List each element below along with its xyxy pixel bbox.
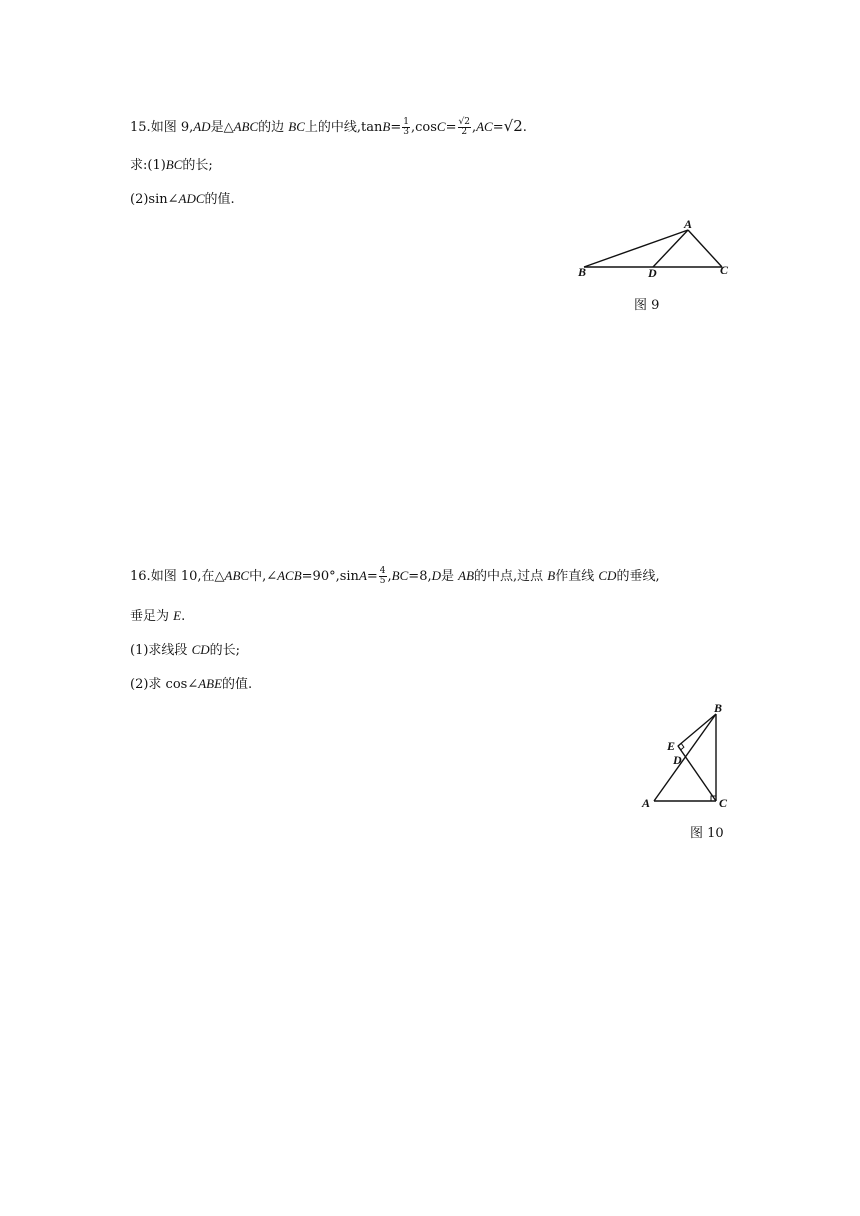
fraction-denominator: 2: [461, 127, 468, 137]
label-b: B: [714, 701, 723, 715]
q15-text: 上的中线,: [304, 120, 362, 135]
fraction-denominator: 3: [403, 127, 409, 137]
q15-var: B: [382, 119, 391, 134]
q16-var: A: [358, 568, 367, 583]
ac-value: √2: [503, 117, 523, 135]
q15-text: 的长;: [182, 158, 213, 173]
q15-text: .: [522, 120, 527, 135]
q16-number: 16.: [130, 569, 151, 584]
q16-text: 的值.: [222, 677, 253, 692]
q16-var: ABE: [198, 676, 223, 691]
fraction-numerator: 1: [403, 117, 409, 127]
q16-text: =8,: [408, 569, 432, 584]
label-a: A: [684, 218, 693, 231]
q15-var: ABC: [233, 119, 259, 134]
segment-ce: [678, 746, 716, 801]
figure-10-caption: 图 10: [690, 826, 724, 841]
label-a: A: [642, 796, 651, 810]
q16-var: CD: [191, 642, 210, 657]
q16-var: CD: [598, 568, 617, 583]
q15-text: 是△: [210, 120, 234, 135]
q16-text: =90°,sin: [301, 569, 359, 584]
q15-part2: [130, 189, 235, 210]
q15-text: =: [445, 120, 457, 135]
q15-text: cos: [415, 120, 437, 135]
q16-text: 中,∠: [249, 569, 278, 584]
q16-var: ACB: [277, 568, 302, 583]
segment-ac: [688, 230, 722, 267]
q15-text: =: [390, 120, 402, 135]
label-b: B: [578, 265, 587, 279]
q16-text: 的中点,过点: [474, 569, 548, 584]
q16-line2: [130, 606, 185, 627]
q15-number: 15.: [130, 120, 151, 135]
q16-var: ABC: [224, 568, 250, 583]
label-c: C: [719, 796, 728, 810]
q16-part2: [130, 674, 252, 695]
q15-var: ADC: [178, 191, 205, 206]
q15-var: C: [436, 119, 446, 134]
segment-ab: [584, 230, 688, 267]
label-e: E: [667, 739, 676, 753]
label-c: C: [720, 263, 729, 277]
cos-c-fraction: [458, 118, 471, 137]
q16-text: 的长;: [209, 643, 241, 658]
q16-text: 的垂线,: [616, 569, 660, 584]
q16-var: AB: [458, 568, 475, 583]
sin-a-fraction: [379, 567, 387, 586]
label-d: D: [648, 266, 657, 280]
q16-var: B: [547, 568, 556, 583]
label-d: D: [673, 753, 682, 767]
q15-text: 求:(1): [130, 158, 166, 173]
q15-part1: [130, 155, 213, 176]
figure-9: [570, 218, 740, 286]
q16-line1: [130, 566, 660, 587]
figure-9-caption: 图 9: [634, 298, 660, 313]
q15-text: 的值.: [204, 192, 235, 207]
tan-b-fraction: [402, 118, 410, 137]
q16-var: BC: [391, 568, 409, 583]
fraction-numerator: 4: [379, 566, 386, 576]
q16-text: 如图 10,在△: [150, 569, 225, 584]
q16-text: 作直线: [555, 569, 599, 584]
q16-text: (1)求线段: [130, 643, 192, 658]
q16-var: D: [431, 568, 441, 583]
q15-text: =: [492, 120, 504, 135]
q15-var: BC: [165, 157, 183, 172]
fraction-numerator: √2: [458, 117, 470, 127]
q15-var: AD: [193, 119, 211, 134]
q15-text: 如图 9,: [150, 120, 194, 135]
q15-text: tan: [361, 120, 383, 135]
q16-text: (2)求 cos∠: [130, 677, 199, 692]
fraction-denominator: 5: [379, 576, 386, 586]
q15-text: ,: [471, 120, 477, 135]
q16-var: E: [173, 608, 182, 623]
q15-text: (2)sin∠: [130, 192, 179, 207]
q15-text: ,: [411, 120, 416, 135]
q16-text: 是: [440, 569, 459, 584]
q16-text: .: [181, 609, 186, 624]
q15-text: 的边: [258, 120, 289, 135]
q16-text: ,: [387, 569, 392, 584]
q16-text: =: [366, 569, 378, 584]
figure-10: [638, 700, 738, 816]
q15-var: AC: [476, 119, 493, 134]
q15-line1: [130, 116, 527, 138]
q15-var: BC: [288, 119, 305, 134]
q16-part1: [130, 640, 240, 661]
q16-text: 垂足为: [130, 609, 174, 624]
